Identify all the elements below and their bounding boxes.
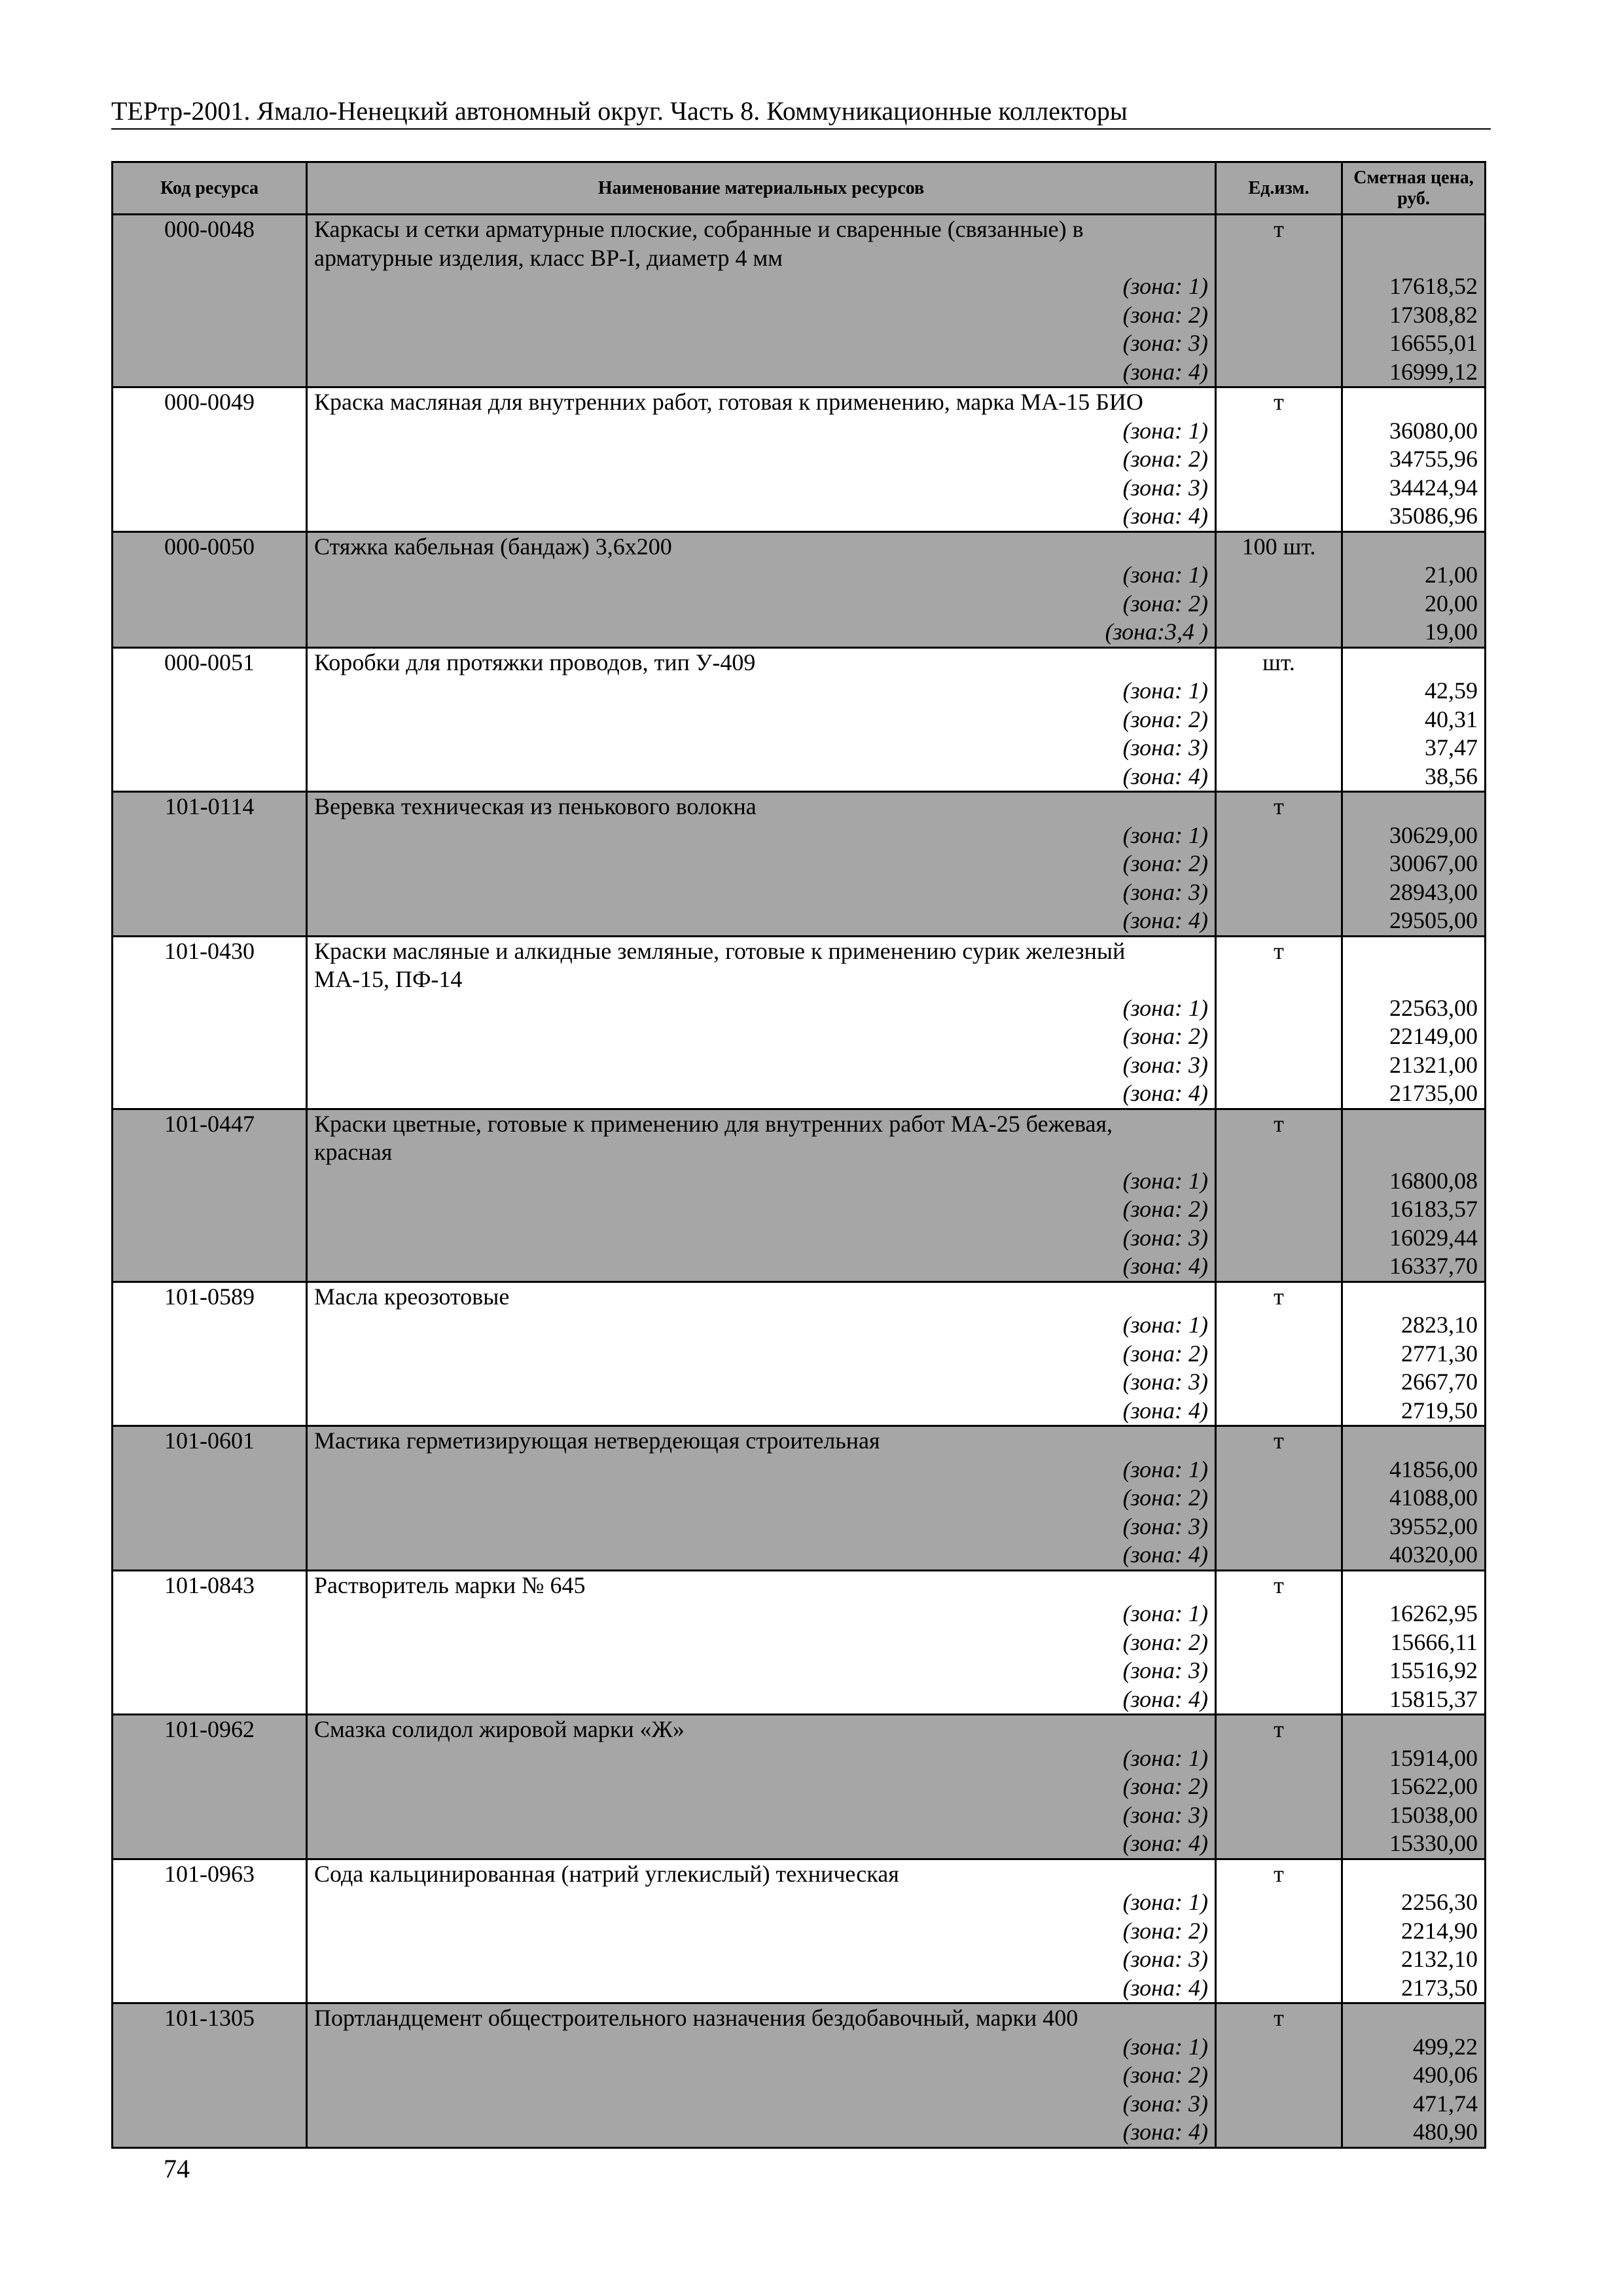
price-value: 2132,10 (1401, 1946, 1478, 1972)
unit-cell (1216, 936, 1342, 1109)
price-value: 35086,96 (1389, 503, 1478, 529)
resource-code: 000-0050 (164, 533, 255, 560)
zone-label: (зона: 4) (1122, 1974, 1208, 2001)
zone-label: (зона: 2) (1122, 446, 1208, 472)
resource-code-cell (113, 531, 307, 647)
price-value: 37,47 (1425, 734, 1478, 761)
resource-name-line: МА-15, ПФ-14 (314, 966, 463, 992)
price-value: 15914,00 (1389, 1744, 1478, 1771)
price-value: 15622,00 (1389, 1773, 1478, 1799)
price-value: 471,74 (1413, 2090, 1478, 2117)
price-cell (1342, 2003, 1486, 2148)
resource-name-line: арматурные изделия, класс ВР-I, диаметр 4 мм (314, 244, 783, 271)
price-value: 15815,37 (1389, 1685, 1478, 1712)
resource-code-cell (113, 215, 307, 387)
price-spacer (1349, 388, 1478, 417)
resource-name-cell (307, 1109, 1216, 1282)
price-value: 20,00 (1425, 590, 1478, 617)
resource-code: 101-0601 (164, 1427, 255, 1454)
resource-name-line: Смазка солидол жировой марки «Ж» (314, 1716, 685, 1742)
resource-name-cell (307, 2003, 1216, 2148)
zone-label: (зона: 1) (1122, 821, 1208, 848)
price-value: 21735,00 (1389, 1080, 1478, 1106)
table-row (113, 792, 1486, 937)
price-spacer (1349, 1138, 1478, 1167)
price-spacer (1349, 1715, 1478, 1744)
price-value: 42,59 (1425, 677, 1478, 704)
price-value: 41088,00 (1389, 1484, 1478, 1511)
resource-code: 000-0048 (164, 216, 255, 242)
zone-label: (зона: 2) (1122, 1484, 1208, 1511)
price-value: 15666,11 (1390, 1628, 1478, 1655)
zone-label: (зона: 1) (1122, 1600, 1208, 1626)
resource-code-cell (113, 792, 307, 937)
price-value: 2667,70 (1401, 1369, 1478, 1395)
unit-value: т (1274, 2005, 1284, 2031)
resource-code-cell (113, 1859, 307, 2003)
zone-label: (зона: 4) (1122, 1830, 1208, 1856)
resource-code-cell (113, 2003, 307, 2148)
price-cell (1342, 1715, 1486, 1859)
unit-cell (1216, 1109, 1342, 1282)
resource-code-cell (113, 1426, 307, 1571)
zone-label: (зона: 2) (1122, 1196, 1208, 1222)
resource-name-line: Сода кальцинированная (натрий углекислый) техническая (314, 1860, 899, 1887)
resource-name-cell (307, 647, 1216, 792)
table-row (113, 1282, 1486, 1426)
price-spacer (1349, 1860, 1478, 1889)
price-value: 16337,70 (1389, 1253, 1478, 1279)
price-cell (1342, 531, 1486, 647)
zone-label: (зона: 1) (1122, 1889, 1208, 1915)
price-value: 38,56 (1425, 762, 1478, 789)
resource-name-cell (307, 531, 1216, 647)
price-spacer (1349, 1283, 1478, 1312)
price-value: 39552,00 (1389, 1513, 1478, 1539)
zone-label: (зона: 3) (1122, 1513, 1208, 1539)
price-value: 17308,82 (1389, 301, 1478, 328)
price-cell (1342, 1109, 1486, 1282)
price-value: 16655,01 (1389, 330, 1478, 356)
price-value: 16183,57 (1389, 1196, 1478, 1222)
price-value: 21321,00 (1389, 1051, 1478, 1078)
price-value: 2173,50 (1401, 1974, 1478, 2001)
resource-name-cell (307, 1715, 1216, 1859)
zone-label: (зона: 3) (1122, 2090, 1208, 2117)
price-cell (1342, 1859, 1486, 2003)
zone-label: (зона: 4) (1122, 2119, 1208, 2145)
zone-label: (зона: 4) (1122, 1253, 1208, 1279)
unit-cell (1216, 1282, 1342, 1426)
zone-label: (зона: 1) (1122, 1167, 1208, 1194)
zone-label: (зона: 1) (1122, 677, 1208, 704)
price-value: 34424,94 (1389, 474, 1478, 501)
price-spacer (1349, 2004, 1478, 2033)
price-cell (1342, 1282, 1486, 1426)
zone-label: (зона: 4) (1122, 358, 1208, 385)
resource-name-cell (307, 1570, 1216, 1715)
resource-name-line: Растворитель марки № 645 (314, 1571, 586, 1598)
resource-code-cell (113, 936, 307, 1109)
column-header-name: Наименование материальных ресурсов (307, 162, 1216, 215)
unit-value: 100 шт. (1241, 533, 1316, 560)
header-rule (111, 128, 1491, 130)
zone-label: (зона: 2) (1122, 706, 1208, 732)
table-row (113, 531, 1486, 647)
price-spacer (1349, 244, 1478, 273)
resource-code: 101-0589 (164, 1283, 255, 1310)
column-header-unit: Ед.изм. (1216, 162, 1342, 215)
table-row (113, 1715, 1486, 1859)
table-row (113, 647, 1486, 792)
price-cell (1342, 1426, 1486, 1571)
resource-name-line: Краски масляные и алкидные земляные, готовые к применению сурик железный (314, 937, 1126, 964)
price-value: 15038,00 (1389, 1801, 1478, 1828)
zone-label: (зона: 3) (1122, 1369, 1208, 1395)
price-value: 28943,00 (1389, 878, 1478, 905)
price-value: 29505,00 (1389, 907, 1478, 933)
zone-label: (зона: 2) (1122, 1917, 1208, 1944)
price-spacer (1349, 1110, 1478, 1139)
table-row (113, 2003, 1486, 2148)
resource-name-cell (307, 1859, 1216, 2003)
page-number: 74 (164, 2154, 190, 2183)
resource-code-cell (113, 1282, 307, 1426)
price-spacer (1349, 1427, 1478, 1456)
price-value: 2823,10 (1401, 1312, 1478, 1338)
price-value: 22149,00 (1389, 1023, 1478, 1049)
unit-value: т (1274, 1716, 1284, 1742)
price-value: 40,31 (1425, 706, 1478, 732)
unit-value: т (1274, 1283, 1284, 1310)
unit-value: т (1274, 1110, 1284, 1137)
price-cell (1342, 792, 1486, 937)
resource-code: 101-0430 (164, 937, 255, 964)
table-row (113, 1109, 1486, 1282)
unit-value: т (1274, 389, 1284, 415)
table-row (113, 1570, 1486, 1715)
unit-cell (1216, 1859, 1342, 2003)
unit-value: т (1274, 1571, 1284, 1598)
table-row (113, 936, 1486, 1109)
resource-name-cell (307, 387, 1216, 532)
resource-name-line: Краски цветные, готовые к применению для внутренних работ МА-25 бежевая, (314, 1110, 1113, 1137)
price-value: 16262,95 (1389, 1600, 1478, 1626)
resources-table (111, 161, 1486, 2149)
page-header-title: ТЕРтр-2001. Ямало-Ненецкий автономный округ. Часть 8. Коммуникационные коллекторы (111, 96, 1128, 126)
price-value: 16800,08 (1389, 1167, 1478, 1194)
price-value: 34755,96 (1389, 446, 1478, 472)
price-value: 2214,90 (1401, 1917, 1478, 1944)
zone-label: (зона: 2) (1122, 301, 1208, 328)
resource-name-line: Краска масляная для внутренних работ, готовая к применению, марка МА-15 БИО (314, 389, 1143, 415)
price-cell (1342, 215, 1486, 387)
zone-label: (зона: 4) (1122, 1541, 1208, 1568)
resource-code: 000-0051 (164, 649, 255, 675)
zone-label: (зона: 2) (1122, 850, 1208, 876)
zone-label: (зона: 2) (1122, 1628, 1208, 1655)
unit-cell (1216, 647, 1342, 792)
price-value: 2771,30 (1401, 1340, 1478, 1367)
price-spacer (1349, 793, 1478, 821)
zone-label: (зона: 3) (1122, 1224, 1208, 1251)
zone-label: (зона: 3) (1122, 878, 1208, 905)
unit-cell (1216, 1426, 1342, 1571)
zone-label: (зона: 1) (1122, 1312, 1208, 1338)
zone-label: (зона: 1) (1122, 1744, 1208, 1771)
zone-label: (зона: 2) (1122, 2062, 1208, 2088)
resource-code: 101-1305 (164, 2005, 255, 2031)
column-header-code: Код ресурса (113, 162, 307, 215)
zone-label: (зона: 2) (1122, 1023, 1208, 1049)
price-spacer (1349, 533, 1478, 562)
price-value: 40320,00 (1389, 1541, 1478, 1568)
zone-label: (зона: 3) (1122, 474, 1208, 501)
resource-code-cell (113, 1715, 307, 1859)
resource-code-cell (113, 1570, 307, 1715)
resource-code: 101-0843 (164, 1571, 255, 1598)
resource-name-cell (307, 792, 1216, 937)
resource-name-line: красная (314, 1139, 393, 1165)
table-row (113, 1426, 1486, 1571)
price-value: 21,00 (1425, 562, 1478, 588)
zone-label: (зона: 3) (1122, 1946, 1208, 1972)
zone-label: (зона: 4) (1122, 1080, 1208, 1106)
price-value: 490,06 (1413, 2062, 1478, 2088)
price-value: 16029,44 (1389, 1224, 1478, 1251)
zone-label: (зона: 4) (1122, 762, 1208, 789)
resource-code: 000-0049 (164, 389, 255, 415)
price-cell (1342, 647, 1486, 792)
unit-value: т (1274, 216, 1284, 242)
zone-label: (зона: 1) (1122, 994, 1208, 1021)
zone-label: (зона: 3) (1122, 1801, 1208, 1828)
price-value: 36080,00 (1389, 417, 1478, 444)
price-spacer (1349, 215, 1478, 244)
zone-label: (зона: 2) (1122, 590, 1208, 617)
zone-label: (зона: 4) (1122, 503, 1208, 529)
resource-name-line: Портландцемент общестроительного назначения бездобавочный, марки 400 (314, 2005, 1079, 2031)
table-row (113, 1859, 1486, 2003)
price-spacer (1349, 1571, 1478, 1600)
unit-cell (1216, 215, 1342, 387)
price-value: 499,22 (1413, 2033, 1478, 2060)
zone-label: (зона: 2) (1122, 1773, 1208, 1799)
price-value: 2256,30 (1401, 1889, 1478, 1915)
unit-value: т (1274, 1860, 1284, 1887)
unit-value: т (1274, 793, 1284, 819)
price-cell (1342, 1570, 1486, 1715)
price-value: 480,90 (1413, 2119, 1478, 2145)
table-body (113, 215, 1486, 2148)
zone-label: (зона: 1) (1122, 562, 1208, 588)
unit-cell (1216, 387, 1342, 532)
unit-cell (1216, 1715, 1342, 1859)
zone-label: (зона: 1) (1122, 417, 1208, 444)
table-row (113, 387, 1486, 532)
resource-name-line: Веревка техническая из пенькового волокна (314, 793, 757, 819)
price-value: 2719,50 (1401, 1397, 1478, 1424)
unit-value: т (1274, 937, 1284, 964)
price-spacer (1349, 937, 1478, 966)
price-cell (1342, 936, 1486, 1109)
resource-name-line: Масла креозотовые (314, 1283, 510, 1310)
price-value: 19,00 (1425, 619, 1478, 645)
unit-cell (1216, 531, 1342, 647)
resource-code: 101-0962 (164, 1716, 255, 1742)
table-header (113, 162, 1486, 215)
price-value: 16999,12 (1389, 358, 1478, 385)
column-header-price: Сметная цена, руб. (1342, 162, 1486, 215)
resource-name-cell (307, 215, 1216, 387)
price-value: 22563,00 (1389, 994, 1478, 1021)
zone-label: (зона: 2) (1122, 1340, 1208, 1367)
price-value: 30067,00 (1389, 850, 1478, 876)
resource-code-cell (113, 647, 307, 792)
price-spacer (1349, 965, 1478, 994)
resource-code-cell (113, 387, 307, 532)
zone-label: (зона: 3) (1122, 330, 1208, 356)
resource-name-line: Коробки для протяжки проводов, тип У-409 (314, 649, 756, 675)
unit-cell (1216, 2003, 1342, 2148)
zone-label: (зона: 3) (1122, 1657, 1208, 1683)
zone-label: (зона: 4) (1122, 907, 1208, 933)
unit-cell (1216, 792, 1342, 937)
resource-code-cell (113, 1109, 307, 1282)
resource-code: 101-0114 (164, 793, 255, 819)
zone-label: (зона: 1) (1122, 2033, 1208, 2060)
resource-name-cell (307, 936, 1216, 1109)
resource-name-cell (307, 1282, 1216, 1426)
zone-label: (зона:3,4 ) (1105, 619, 1208, 645)
resource-name-line: Стяжка кабельная (бандаж) 3,6х200 (314, 533, 672, 560)
price-value: 17618,52 (1389, 273, 1478, 299)
resource-name-line: Мастика герметизирующая нетвердеющая строительная (314, 1427, 880, 1454)
zone-label: (зона: 1) (1122, 1456, 1208, 1482)
price-value: 15516,92 (1389, 1657, 1478, 1683)
unit-value: т (1274, 1427, 1284, 1454)
zone-label: (зона: 4) (1122, 1685, 1208, 1712)
zone-label: (зона: 3) (1122, 734, 1208, 761)
price-cell (1342, 387, 1486, 532)
resource-code: 101-0963 (164, 1860, 255, 1887)
unit-value: шт. (1262, 649, 1295, 675)
price-value: 30629,00 (1389, 821, 1478, 848)
price-value: 15330,00 (1389, 1830, 1478, 1856)
zone-label: (зона: 3) (1122, 1051, 1208, 1078)
price-value: 41856,00 (1389, 1456, 1478, 1482)
zone-label: (зона: 4) (1122, 1397, 1208, 1424)
resource-name-line: Каркасы и сетки арматурные плоские, собранные и сваренные (связанные) в (314, 216, 1084, 242)
zone-label: (зона: 1) (1122, 273, 1208, 299)
unit-cell (1216, 1570, 1342, 1715)
resource-name-cell (307, 1426, 1216, 1571)
table-row (113, 215, 1486, 387)
resource-code: 101-0447 (164, 1110, 255, 1137)
price-spacer (1349, 649, 1478, 677)
